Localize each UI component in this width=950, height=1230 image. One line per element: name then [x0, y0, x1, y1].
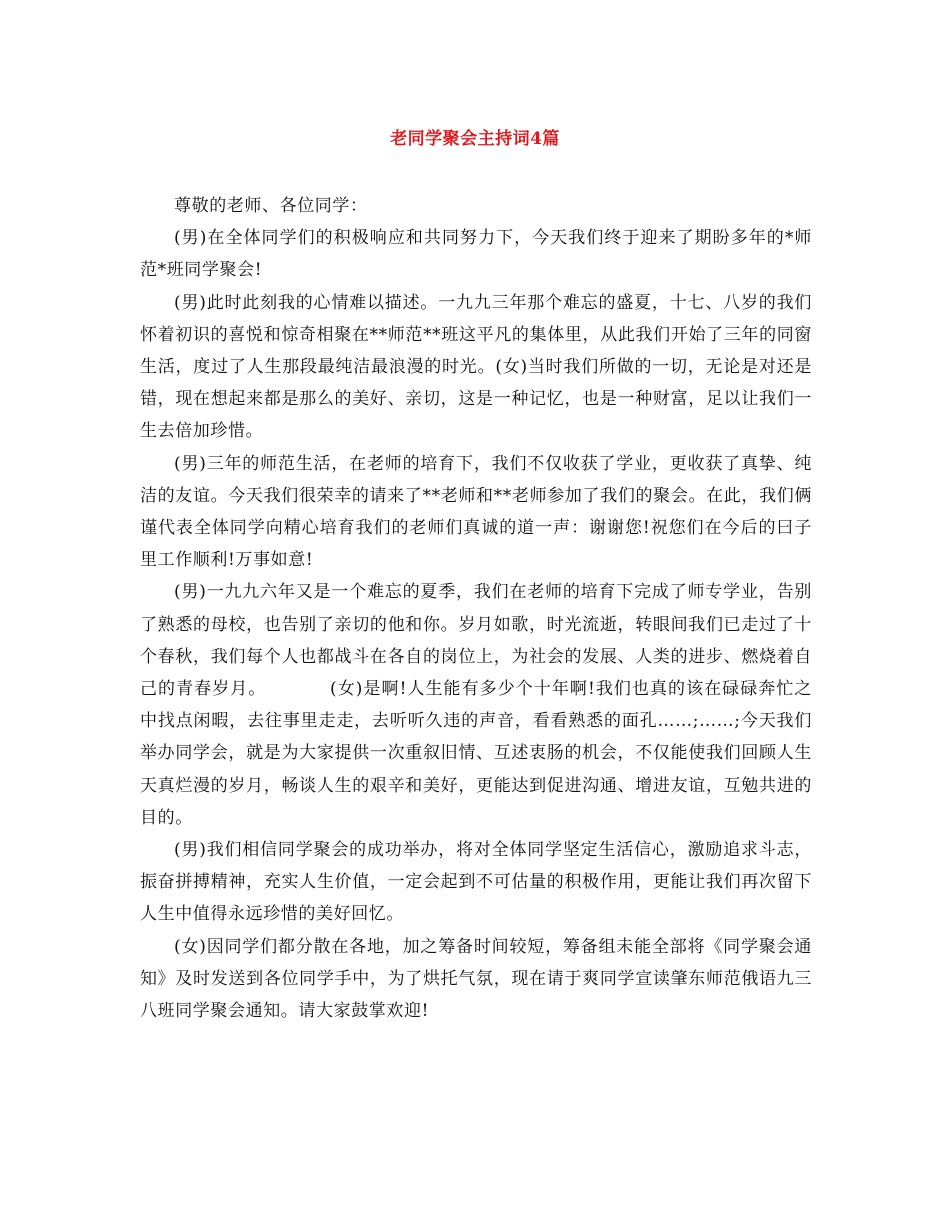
paragraph-5: (男)我们相信同学聚会的成功举办，将对全体同学坚定生活信心，激励追求斗志，振奋拼搏精神，充实人生价值，一定会起到不可估量的积极作用，更能让我们再次留下人生中值得永远珍惜的美好回忆。: [140, 840, 812, 925]
document-title: 老同学聚会主持词4篇: [390, 129, 560, 149]
paragraph-2: (男)此时此刻我的心情难以描述。一九九三年那个难忘的盛夏，十七、八岁的我们怀着初识的喜悦和惊奇相聚在**师范**班这平凡的集体里，从此我们开始了三年的同窗生活，度过了人生那段最纯洁最浪漫的时光。(女)当时我们所做的一切，无论是对还是错，现在想起来都是那么的美好、亲切，这是一种记忆，也是一种财富，足以让我们一生去倍加珍惜。: [140, 292, 812, 442]
document-body: [140, 190, 812, 1027]
paragraph-6: (女)因同学们都分散在各地，加之筹备时间较短，筹备组未能全部将《同学聚会通知》及时发送到各位同学手中，为了烘托气氛，现在请于爽同学宣读肇东师范俄语九三八班同学聚会通知。请大家鼓掌欢迎!: [140, 936, 812, 1022]
paragraph-3: (男)三年的师范生活，在老师的培育下，我们不仅收获了学业，更收获了真挚、纯洁的友谊。今天我们很荣幸的请来了**老师和**老师参加了我们的聚会。在此，我们俩谨代表全体同学向精心培育我们的老师们真诚的道一声：谢谢您!祝您们在今后的曰子里工作顺利!万事如意!: [140, 453, 812, 571]
paragraph-1: (男)在全体同学们的积极响应和共同努力下，今天我们终于迎来了期盼多年的*师范*班同学聚会!: [140, 228, 812, 281]
paragraph-4: (男)一九九六年又是一个难忘的夏季，我们在老师的培育下完成了师专学业，告别了熟悉的母校，也告别了亲切的他和你。岁月如歌，时光流逝，转眼间我们已走过了十个春秋，我们每个人也都战斗在各自的岗位上，为社会的发展、人类的进步、燃烧着自己的青春岁月。 (女)是啊!人生能有多少个十年啊!我们也真的该在碌碌奔忙之中找点闲暇，去往事里走走，去听听久违的声音，看看熟悉的面孔……;……;今天我们举办同学会，就是为大家提供一次重叙旧情、互述衷肠的机会，不仅能使我们回顾人生天真烂漫的岁月，畅谈人生的艰辛和美好，更能达到促进沟通、增进友谊，互勉共进的目的。: [140, 582, 812, 828]
paragraph-greeting: 尊敬的老师、各位同学：: [174, 196, 368, 216]
